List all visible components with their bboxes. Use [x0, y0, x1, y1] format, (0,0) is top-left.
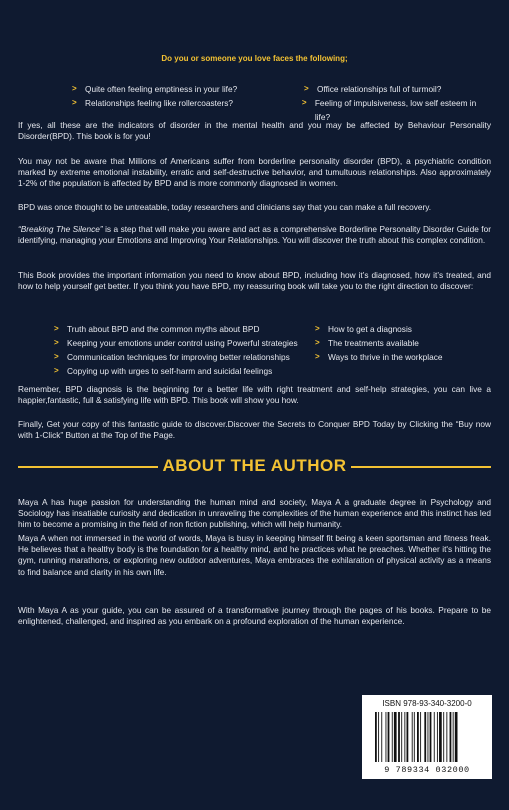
- list-item: > The treatments available: [315, 338, 419, 348]
- symptom-row: [72, 82, 492, 96]
- barcode-bars-icon: [374, 712, 482, 762]
- intro-question: Do you or someone you love faces the following;: [161, 54, 348, 63]
- arrow-bullet-icon: >: [54, 352, 59, 361]
- arrow-bullet-icon: >: [315, 324, 320, 333]
- discover-row: [54, 350, 494, 364]
- discover-row: [54, 364, 494, 378]
- paragraph-author-fitness: Maya A when not immersed in the world of words, Maya is busy in keeping himself fit being a keen sportsman and fitness freak. He believes that a healthy body is the foundation for a healthy mind, and he practices what he preaches. Whether it's hitting the gym, running marathons, or exploring new outdoor adventures, Maya embraces the exhilaration of physical activity as a means to find balance and clarity in his own life.: [18, 533, 491, 577]
- arrow-bullet-icon: >: [301, 98, 307, 107]
- paragraph-bpd-stats: You may not be aware that Millions of Americans suffer from borderline personality disorder (BPD), a psychiatric condition marked by extreme emotional instability, erratic and self-destructive behavior, and tumultuous relationships. Also approximately 1-2% of the population is affected by BPD and is more commonly diagnosed in women.: [18, 156, 491, 189]
- discover-row: [54, 322, 494, 336]
- discover-list: [54, 322, 494, 378]
- paragraph-book-contents: This Book provides the important information you need to know about BPD, including how it’s diagnosed, how it’s treated, and how to help yourself get better. If you think you have BPD, my reassuring book will take you to the right direction to discover:: [18, 270, 491, 292]
- arrow-bullet-icon: >: [72, 84, 77, 93]
- arrow-bullet-icon: >: [315, 352, 320, 361]
- list-item: > Keeping your emotions under control using Powerful strategies: [54, 338, 298, 348]
- isbn-label: ISBN 978-93-340-3200-0: [382, 699, 472, 708]
- paragraph-book-intro: “Breaking The Silence” is a step that will make you aware and act as a comprehensive Borderline Personality Disorder Guide for identifying, managing your Emotions and Improving Your Relationships. You will discover the truth about this complex condition.: [18, 224, 491, 246]
- heading-rule-left: [18, 466, 158, 468]
- paragraph-recovery: BPD was once thought to be untreatable, today researchers and clinicians say that you can make a full recovery.: [18, 202, 432, 212]
- arrow-bullet-icon: >: [54, 338, 59, 347]
- paragraph-remember: Remember, BPD diagnosis is the beginning for a better life with right treatment and self-help strategies, you can live a happier,fantastic, full & satisfying life with BPD. This book will show you how.: [18, 384, 491, 406]
- list-item: > Quite often feeling emptiness in your life?: [72, 84, 238, 94]
- paragraph-author-bio: Maya A has huge passion for understanding the human mind and society, Maya A a graduate degree in Psychology and Sociology has insatiable curiosity and dedication in unraveling the complexities of the human experience and this instinct has led him to become a promising in the field of non fiction publishing, which will help humanity.: [18, 497, 491, 530]
- list-item: > Relationships feeling like rollercoasters?: [72, 98, 234, 108]
- barcode-digits: 9 789334 032000: [384, 765, 470, 775]
- paragraph-author-guide: With Maya A as your guide, you can be assured of a transformative journey through the pages of his books. Prepare to be enlightened, challenged, and inspired as you embark on a profound exploration of the human experience.: [18, 605, 491, 627]
- paragraph-indicators: If yes, all these are the indicators of disorder in the mental health and you may be affected by Behaviour Personality Disorder(BPD). This book is for you!: [18, 120, 491, 142]
- list-item: > Ways to thrive in the workplace: [315, 352, 443, 362]
- isbn-barcode: [362, 695, 492, 779]
- list-item: > Communication techniques for improving better relationships: [54, 352, 290, 362]
- arrow-bullet-icon: >: [315, 338, 320, 347]
- list-item: > Feeling of impulsiveness, low self esteem in life?: [301, 98, 477, 122]
- discover-row: [54, 336, 494, 350]
- book-title: “Breaking The Silence”: [18, 224, 103, 234]
- arrow-bullet-icon: >: [54, 366, 59, 375]
- list-item: > Copying up with urges to self-harm and suicidal feelings: [54, 366, 273, 376]
- list-item: > Office relationships full of turmoil?: [304, 84, 442, 94]
- about-author-heading: ABOUT THE AUTHOR: [0, 456, 509, 476]
- list-item: > How to get a diagnosis: [315, 324, 412, 334]
- symptom-list: [72, 82, 492, 124]
- arrow-bullet-icon: >: [72, 98, 77, 107]
- paragraph-call-to-action: Finally, Get your copy of this fantastic guide to discover.Discover the Secrets to Conquer BPD Today by Clicking the “Buy now with 1-Click” Button at the Top of the Page.: [18, 419, 491, 441]
- arrow-bullet-icon: >: [304, 84, 309, 93]
- list-item: > Truth about BPD and the common myths about BPD: [54, 324, 260, 334]
- heading-rule-right: [351, 466, 491, 468]
- arrow-bullet-icon: >: [54, 324, 59, 333]
